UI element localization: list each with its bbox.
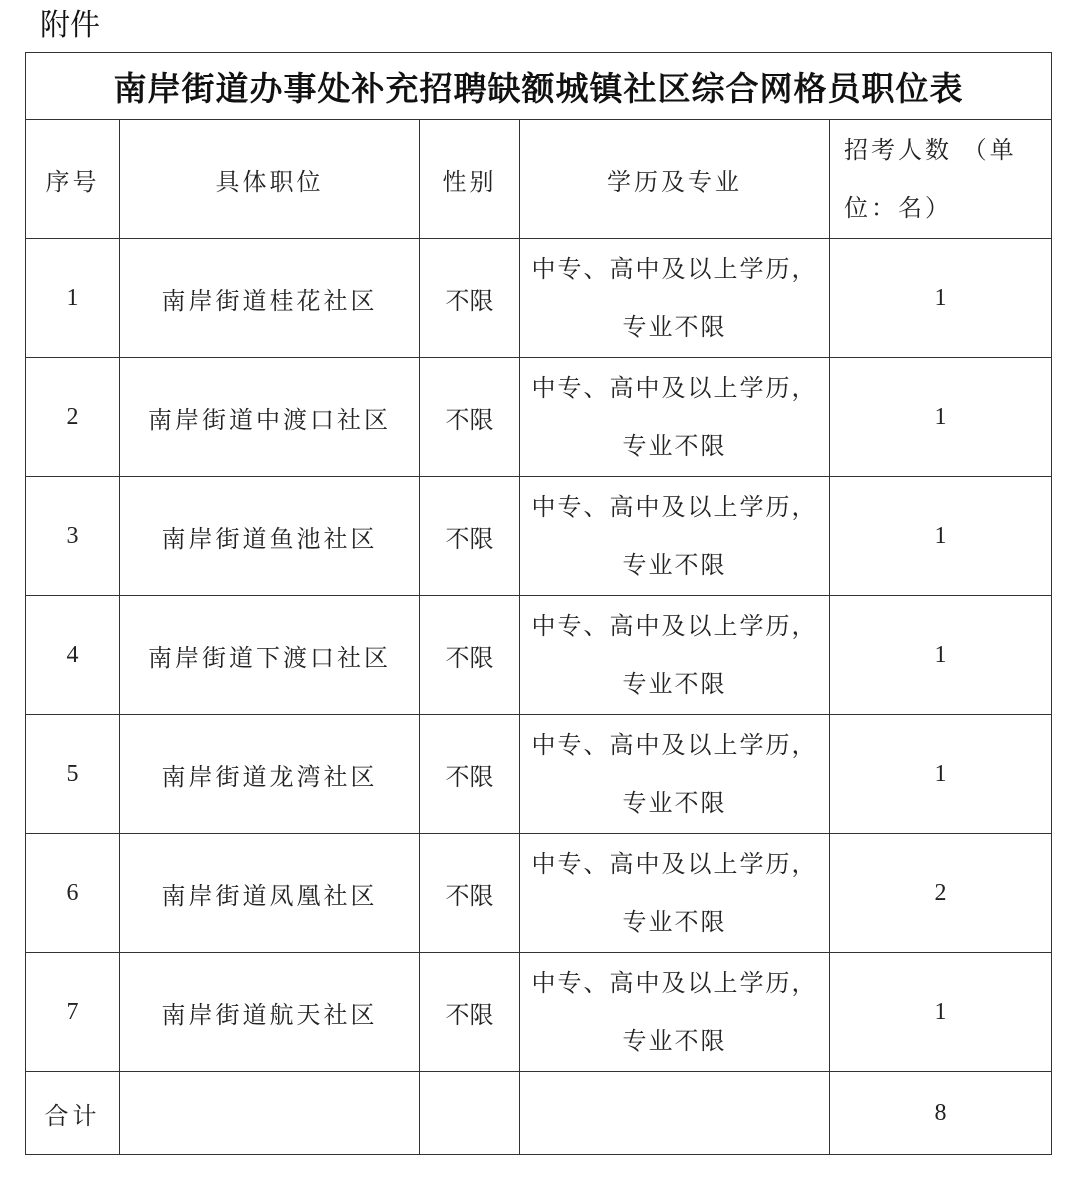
row-index: 7: [26, 953, 120, 1072]
row-education: [520, 477, 830, 596]
row-position: 南岸街道龙湾社区: [120, 715, 420, 834]
row-gender: 不限: [420, 834, 520, 953]
row-count: 1: [830, 477, 1052, 596]
row-index: 3: [26, 477, 120, 596]
table-row: [26, 477, 1052, 596]
education-line-1: 中专、高中及以上学历，: [531, 731, 818, 759]
row-index: 5: [26, 715, 120, 834]
row-position: 南岸街道中渡口社区: [120, 358, 420, 477]
table-row: [26, 596, 1052, 715]
row-education: [520, 953, 830, 1072]
row-position: 南岸街道下渡口社区: [120, 596, 420, 715]
row-education: [520, 239, 830, 358]
table-row: [26, 953, 1052, 1072]
row-education: [520, 358, 830, 477]
education-line-2: 专业不限: [622, 551, 727, 579]
row-position: 南岸街道航天社区: [120, 953, 420, 1072]
row-gender: 不限: [420, 239, 520, 358]
education-line-1: 中专、高中及以上学历，: [531, 493, 818, 521]
row-count: 1: [830, 715, 1052, 834]
table-row: [26, 834, 1052, 953]
education-line-2: 专业不限: [622, 670, 727, 698]
header-row: [26, 120, 1052, 239]
row-count: 2: [830, 834, 1052, 953]
row-education: [520, 834, 830, 953]
row-gender: 不限: [420, 596, 520, 715]
row-position: 南岸街道鱼池社区: [120, 477, 420, 596]
total-count: 8: [830, 1072, 1052, 1155]
row-index: 4: [26, 596, 120, 715]
total-empty-education: [520, 1072, 830, 1155]
education-line-1: 中专、高中及以上学历，: [531, 612, 818, 640]
total-empty-position: [120, 1072, 420, 1155]
row-count: 1: [830, 953, 1052, 1072]
row-index: 6: [26, 834, 120, 953]
row-position: 南岸街道桂花社区: [120, 239, 420, 358]
education-line-2: 专业不限: [622, 1027, 727, 1055]
table-row: [26, 715, 1052, 834]
header-gender: 性别: [420, 120, 520, 239]
row-gender: 不限: [420, 715, 520, 834]
row-education: [520, 596, 830, 715]
header-count: 招考人数 （单位：名）: [830, 120, 1052, 239]
row-count: 1: [830, 596, 1052, 715]
title-row: [26, 53, 1052, 120]
total-label: 合计: [26, 1072, 120, 1155]
education-line-2: 专业不限: [622, 313, 727, 341]
row-index: 2: [26, 358, 120, 477]
header-index: 序号: [26, 120, 120, 239]
header-education: 学历及专业: [520, 120, 830, 239]
education-line-1: 中专、高中及以上学历，: [531, 969, 818, 997]
total-empty-gender: [420, 1072, 520, 1155]
total-row: [26, 1072, 1052, 1155]
attachment-label: 附件: [40, 8, 100, 43]
table-row: [26, 358, 1052, 477]
row-education: [520, 715, 830, 834]
education-line-1: 中专、高中及以上学历，: [531, 850, 818, 878]
education-line-2: 专业不限: [622, 908, 727, 936]
row-position: 南岸街道凤凰社区: [120, 834, 420, 953]
header-position: 具体职位: [120, 120, 420, 239]
education-line-1: 中专、高中及以上学历，: [531, 255, 818, 283]
education-line-2: 专业不限: [622, 789, 727, 817]
row-count: 1: [830, 239, 1052, 358]
row-gender: 不限: [420, 953, 520, 1072]
row-gender: 不限: [420, 477, 520, 596]
positions-table: [25, 52, 1052, 1155]
table-row: [26, 239, 1052, 358]
row-count: 1: [830, 358, 1052, 477]
education-line-1: 中专、高中及以上学历，: [531, 374, 818, 402]
document-title: 南岸街道办事处补充招聘缺额城镇社区综合网格员职位表: [26, 53, 1052, 120]
education-line-2: 专业不限: [622, 432, 727, 460]
row-index: 1: [26, 239, 120, 358]
row-gender: 不限: [420, 358, 520, 477]
